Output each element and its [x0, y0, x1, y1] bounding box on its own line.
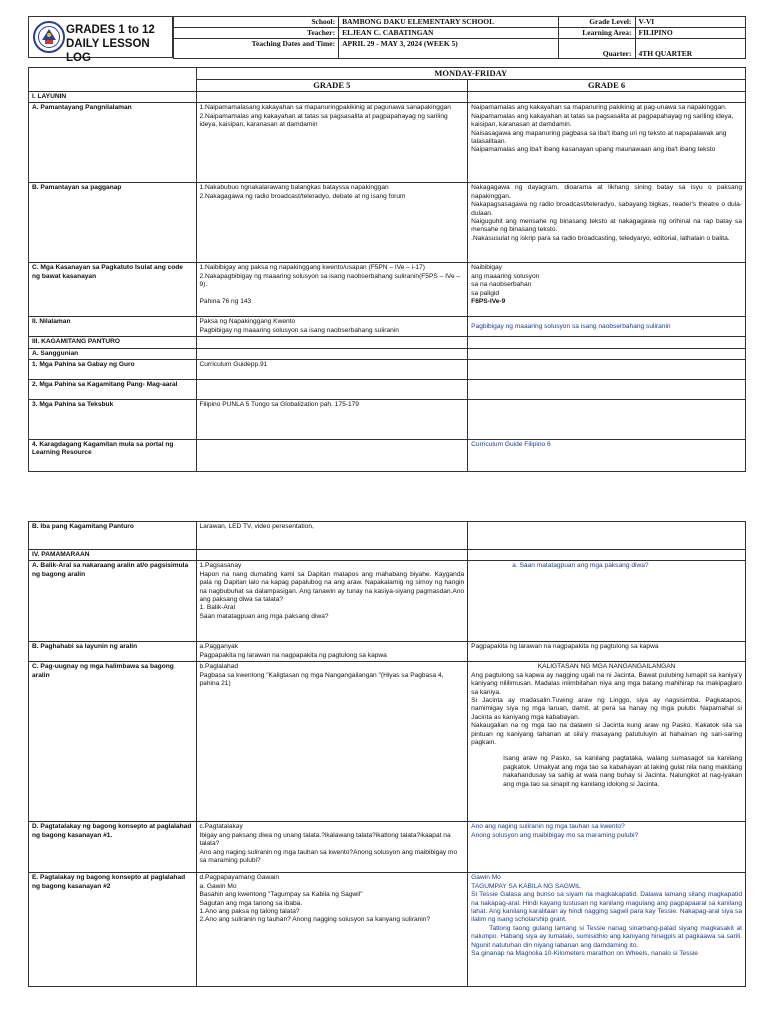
row-label-pamantayang-pangnilalaman: A. Pamantayang Pangnilalaman — [29, 103, 197, 183]
teacher-label: Teacher: — [174, 28, 339, 39]
cell-g5-pamantayan-sa-pagganap: 1.Nakabubuo ngnakalarawang balangkas batayssa napakinggan 2.Nakagagawa ng radio broadcast/teleradyo, debate at ng isang forum — [196, 183, 468, 263]
row-label-kasanayan: C. Mga Kasanayan sa Pagkatuto Isulat ang code ng bawat kasanayan — [29, 263, 197, 317]
cell-g6-portal-learning-resource: Curriculum Guide Filipino 6 — [468, 440, 746, 472]
teacher-value: ELJEAN C. CABATINGAN — [339, 28, 559, 39]
grade5-header: GRADE 5 — [196, 80, 468, 92]
story-body-continued: Isang araw ng Pasko, sa kanilang pagtataka, walang sumasagot sa kanilang pagkatok. Umakyat ang mga tao sa kabahayan at laking gulat nila nang makitang nakahandusay sa sahig at wala nang buhay si Jacinta. Nalungkot at nag-iyakan ang mga tao sa sinapit ng kanilang idolong si Jacinta. — [503, 755, 742, 788]
g6-kasanayan-text: Naibibigay ang maaaring solusyon sa na naobserbahan sa paligid — [471, 264, 540, 297]
dates-value: APRIL 29 - MAY 3, 2024 (WEEK 5) — [339, 39, 559, 59]
logo-box — [28, 16, 173, 64]
lesson-log-header — [28, 16, 746, 64]
row-label-pag-uugnay: C. Pag-uugnay ng mga halimbawa sa bagong aralin — [29, 662, 197, 822]
cell-g5-paghahabi: a.Pagganyak Pagpapakita ng larawan na nagpapakita ng pagtulong sa kapwa — [196, 642, 468, 662]
cell-g5-pamantayang-pangnilalaman: 1.Naipamamalasang kakayahan sa mapanuringpakikinig at pagunawa sanapakinggan 2.Naipamamalas ang kakayahan at tatas sa pagsasalita at pagpapahayag ng sariling ideya, kaisipan, karanasan at damdamin — [196, 103, 468, 183]
cell-g5-gabay-ng-guro: Curriculum Guidepp.91 — [196, 360, 468, 380]
quarter-value: 4TH QUARTER — [635, 39, 746, 59]
header-info-table — [173, 16, 746, 59]
section-sanggunian: A. Sanggunian — [29, 348, 197, 359]
lesson-table-page-2 — [28, 521, 746, 987]
cell-g6-pag-uugnay — [468, 662, 746, 822]
activity-paragraph-2: Tatlong taong gulang lamang si Tessie nanag sinamang-palad siyang magkasakit at nalumpo. Habang siya ay lumalaki, sumisidhio ang kaniyang hinagpis at pagkaawa sa sarili. Ngunit natutuhan din niyang labanan ang damdaming ito. — [471, 924, 742, 949]
row-label-teksbuk: 3. Mga Pahina sa Teksbuk — [29, 400, 197, 440]
row-label-iba-pang-kagamitan: B. Iba pang Kagamitang Panturo — [29, 522, 197, 550]
lesson-table-page-1 — [28, 67, 746, 472]
learning-area-value: FILIPINO — [635, 28, 746, 39]
cell-g5-teksbuk: Filipino PUNLA 5 Tungo sa Globalization pah. 175-179 — [196, 400, 468, 440]
title-line-2: DAILY LESSON LOG — [66, 38, 150, 64]
activity-paragraph-1: Si Tessie Galasa ang bunso sa siyam na magkakapatid. Dalawa lamang silang magkapatid na nakapag-aral. Hindi kayang tustusan ng kanilang magulang ang pagpapaaral sa kanilang lahat. Ang kanilang karalitaan ay hindi nagging sagwil para kay Tessie. Nakapag-aral siya sa ilalim ng isang scholarship grant. — [471, 891, 742, 924]
school-value: BAMBONG DAKU ELEMENTARY SCHOOL — [339, 17, 559, 28]
grade6-header: GRADE 6 — [468, 80, 746, 92]
activity-paragraph-3: Sa ginanap na Magnolia 10-Kilometers marathon on Wheels, nanalo si Tessie — [471, 950, 698, 958]
row-label-paghahabi: B. Paghahabi sa layunin ng aralin — [29, 642, 197, 662]
section-layunin: I. LAYUNIN — [29, 92, 197, 103]
row-label-pagtatalakay-2: E. Pagtalakay ng bagong konsepto at paglalahad ng bagong kasanayan #2 — [29, 873, 197, 987]
row-label-balik-aral: A. Balik-Aral sa nakaraang aralin at/o pagsisimula ng bagong aralin — [29, 561, 197, 642]
row-label-pamantayan-sa-pagganap: B. Pamantayan sa pagganap — [29, 183, 197, 263]
row-label-portal-learning-resource: 4. Karagdagang Kagamitan mula sa portal ng Learning Resource — [29, 440, 197, 472]
story-title: KALIGTASAN NG MGA NANGANGAILANGAN — [537, 663, 676, 671]
school-label: School: — [174, 17, 339, 28]
section-pamamaraan: IV. PAMAMARAAN — [29, 550, 197, 561]
cell-g6-kasanayan — [468, 263, 746, 317]
section-kagamitang-panturo: III. KAGAMITANG PANTURO — [29, 337, 197, 348]
dates-label: Teaching Dates and Time: — [174, 39, 339, 59]
title-line-1: GRADES 1 to 12 — [66, 24, 155, 36]
learning-area-label: Learning Area: — [559, 28, 635, 39]
deped-seal-icon — [33, 20, 65, 54]
cell-g6-balik-aral: a. Saan matatagpuan ang mga paksang diwa? — [468, 561, 746, 642]
cell-g5-iba-pang-kagamitan: Larawan, LED TV, video peresentation, — [196, 522, 468, 550]
row-label-nilalaman: II. Nilalaman — [29, 317, 197, 337]
cell-g5-pagtatalakay-1: c.Pagtatalakay Ibigay ang paksang diwa ng unang talata.?ikalawang talata?ikatlong talata?ikaapat na talata? Ano ang naging suliranin ng mga tauhan sa kwento?Anong solusyon ang maibibigay mo sa maraming pulubi? — [196, 822, 468, 873]
cell-g5-nilalaman: Paksa ng Napakinggang Kwento Pagbibigay ng maaaring solusyon sa isang naobserbahang suliranin — [196, 317, 468, 337]
cell-g5-pagtatalakay-2: d.Pagpapayamang Gawain a. Gawin Mo Basahin ang kwentong "Tagumpay sa Kabila ng Sagwil" Sagutan ang mga tanong sa ibaba. 1.Ano ang paksa ng talong talata? 2.Ano ang suliranin ng tauhan? Anong nagging solusyon sa kanyang suliranin? — [196, 873, 468, 987]
g6-kasanayan-code: F6PS-IVe-9 — [471, 298, 506, 306]
row-label-pagtatalakay-1: D. Pagtatalakay ng bagong konsepto at paglalahad ng bagong kasanayan #1. — [29, 822, 197, 873]
story-body: Ang pagtulong sa kapwa ay nagging ugali na ni Jacinta. Bawat pulubing lumapit sa kaniya'y kaniyang nililimusan. Madalas iniimbitahan niya ang mga batang mahihirap na makipaglaro sa kaniya. Si Jacinta ay madasalin.Tuwing araw ng Linggo, siya ay nagsisimba. Pagkatapos, namimigay siya ng mga laruan, damit, at pera sa hanay ng mga pulubi. Napamahal si Jacinta as kaniyang mga kababayan. Nakaugalian na ng mga tao na dalawin si Jacinta kung araw ng Pasko. Kakatok sila sa pintuan ng kaniyang tahanan at sila'y masayang patutuluyin at hahainan ng sari-saring pagkain. — [471, 671, 742, 747]
row-label-kagamitang-pang-mag-aaral: 2. Mga Pahina sa Kagamitang Pang- Mag-aaral — [29, 380, 197, 400]
days-header: MONDAY-FRIDAY — [196, 68, 746, 80]
cell-g6-pamantayan-sa-pagganap: Nakagagawa ng dayagram, dioarama at likhang sining batay sa isyu o paksang napakinggan. Nakapagsasagawa ng radio broadcast/teleradyo, sabayang bigkas, reader's theatre o dula-dulaan. Naiguguhit ang mensahe ng binasang teksto at nakagagawa ng orihinal na rap batay sa mensahe ng binasang teksto. .Nakasusulat ng iskrip para sa radio broadcasting, teledyaryo, editorial, lathalain o balita. — [468, 183, 746, 263]
cell-g5-pag-uugnay: b.Paglalahad Pagbasa sa kwentong "Kaligtasan ng mga Nangangailangan "(Hiyas sa Pagbasa 4, pahina 21) — [196, 662, 468, 822]
cell-g5-balik-aral: 1.Pagsasanay Hapon na nang dumating kami sa Dapitan matapos ang mahabang biyahe. Kayganda pala ng Dapitan lalo na kapag papalubog na ang araw. Napakalamig ng simoy ng hangin na nagbubuhat sa dalampasigan. Ang tanawin ay tunay na kasiya-siyang pagmasdan.Ano ang paksang diwa sa talata? 1. Balik-Aral Saan matatagpuan ang mga paksang diwa? — [196, 561, 468, 642]
quarter-label: Quarter: — [559, 39, 635, 59]
cell-g6-pagtatalakay-1: Ano ang naging suliranin ng mga tauhan sa kwento? Anong solusyon ang maibibigay mo sa maraming pulubi? — [468, 822, 746, 873]
cell-g6-pamantayang-pangnilalaman: Naipamamalas ang kakayahan sa mapanuring pakikinig at pag-unawa sa napakinggan. Naipamamalas ang kakayahan at tatas sa pagsasalita at pagpapahayag ng sariling ideya, kaisipan, karanasan at damdamin. Naisasagawa ang mapanuring pagbasa sa iba't ibang uri ng teksto at napapalawak ang talasalitaan. Naipamamalas ang iba't ibang kasanayan upang maunawaan ang iba't ibang teksto — [468, 103, 746, 183]
row-label-gabay-ng-guro: 1. Mga Pahina sa Gabay ng Guro — [29, 360, 197, 380]
cell-g5-kasanayan: 1.Naibibigay ang paksa ng napakinggang kwento/usapan (F5PN – IVe – i-17) 2.Nakapagbibigay ng maaaring solusyon sa isang naobserbahang suliranin(F5PS – IVe –9). Pahina 76 ng 143 — [196, 263, 468, 317]
cell-g6-nilalaman: Pagbibigay ng maaaring solusyon sa isang naobserbahang suliranin — [468, 317, 746, 337]
cell-g6-paghahabi: Pagpapakita ng larawan na nagpapakita ng pagtulong sa kapwa — [468, 642, 746, 662]
grade-level-label: Grade Level: — [559, 17, 635, 28]
grade-level-value: V-VI — [635, 17, 746, 28]
form-title — [66, 23, 172, 65]
activity-heading: Gawin Mo TAGUMPAY SA KABILA NG SAGWIL — [471, 874, 581, 890]
corner-cell — [29, 68, 197, 92]
cell-g6-pagtatalakay-2 — [468, 873, 746, 987]
